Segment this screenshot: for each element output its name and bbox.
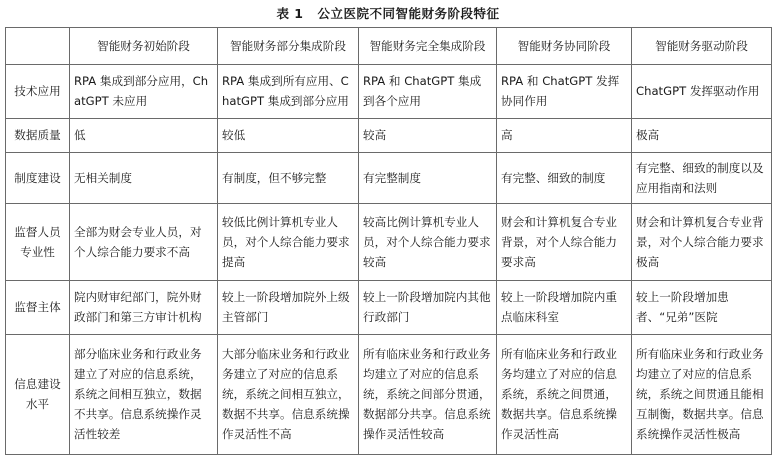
table-cell: 较上一阶段增加院内其他行政部门 [359, 280, 497, 334]
table-cell: 较上一阶段增加患者、“兄弟”医院 [632, 280, 772, 334]
header-corner-cell [6, 28, 70, 65]
table-cell: 部分临床业务和行政业务建立了对应的信息系统，系统之间相互独立，数据不共享。信息系统操作灵活性较差 [70, 334, 218, 454]
table-cell: 所有临床业务和行政业务均建立了对应的信息系统，系统之间贯通且能相互制衡，数据共享。信息系统操作灵活性极高 [632, 334, 772, 454]
table-number: 表 1 [276, 6, 304, 21]
table-cell: RPA 集成到部分应用，ChatGPT 未应用 [70, 65, 218, 119]
table-cell: ChatGPT 发挥驱动作用 [632, 65, 772, 119]
table-cell: 所有临床业务和行政业务均建立了对应的信息系统，系统之间贯通，数据共享。信息系统操作灵活性高 [497, 334, 632, 454]
table-cell: 较高比例计算机专业人员，对个人综合能力要求较高 [359, 203, 497, 280]
table-cell: 院内财审纪部门，院外财政部门和第三方审计机构 [70, 280, 218, 334]
row-label: 制度建设 [6, 153, 70, 203]
table-cell: 较高 [359, 118, 497, 152]
table-title: 公立医院不同智能财务阶段特征 [317, 6, 500, 21]
table-cell: RPA 和 ChatGPT 集成到各个应用 [359, 65, 497, 119]
header-cell: 智能财务初始阶段 [70, 28, 218, 65]
table-header-row [6, 28, 772, 65]
table-row [6, 118, 772, 152]
table-cell: 低 [70, 118, 218, 152]
table-cell: 有完整、细致的制度 [497, 153, 632, 203]
table-cell: 较上一阶段增加院内重点临床科室 [497, 280, 632, 334]
table-cell: 较低 [218, 118, 359, 152]
table-row [6, 153, 772, 203]
table-row [6, 280, 772, 334]
table-row [6, 334, 772, 454]
table-row [6, 203, 772, 280]
table-cell: 高 [497, 118, 632, 152]
table-cell: 全部为财会专业人员，对个人综合能力要求不高 [70, 203, 218, 280]
table-cell: RPA 和 ChatGPT 发挥协同作用 [497, 65, 632, 119]
table-cell: 极高 [632, 118, 772, 152]
row-label: 技术应用 [6, 65, 70, 119]
table-caption [0, 2, 776, 26]
row-label: 数据质量 [6, 118, 70, 152]
header-cell: 智能财务协同阶段 [497, 28, 632, 65]
header-cell: 智能财务驱动阶段 [632, 28, 772, 65]
header-cell: 智能财务完全集成阶段 [359, 28, 497, 65]
table-cell: 无相关制度 [70, 153, 218, 203]
header-cell: 智能财务部分集成阶段 [218, 28, 359, 65]
table-cell: 较上一阶段增加院外上级主管部门 [218, 280, 359, 334]
table-cell: 财会和计算机复合专业背景，对个人综合能力要求高 [497, 203, 632, 280]
row-label: 信息建设水平 [6, 334, 70, 454]
table-cell: 所有临床业务和行政业务均建立了对应的信息系统，系统之间部分贯通，数据部分共享。信息系统操作灵活性较高 [359, 334, 497, 454]
table-cell: 财会和计算机复合专业背景，对个人综合能力要求极高 [632, 203, 772, 280]
stage-features-table [5, 27, 772, 455]
table-cell: 有制度，但不够完整 [218, 153, 359, 203]
table-cell: 大部分临床业务和行政业务建立了对应的信息系统，系统之间相互独立，数据不共享。信息系统操作灵活性不高 [218, 334, 359, 454]
table-cell: 较低比例计算机专业人员，对个人综合能力要求提高 [218, 203, 359, 280]
row-label: 监督人员专业性 [6, 203, 70, 280]
table-cell: 有完整制度 [359, 153, 497, 203]
table-cell: RPA 集成到所有应用、ChatGPT 集成到部分应用 [218, 65, 359, 119]
table-cell: 有完整、细致的制度以及应用指南和法则 [632, 153, 772, 203]
table-row [6, 65, 772, 119]
row-label: 监督主体 [6, 280, 70, 334]
